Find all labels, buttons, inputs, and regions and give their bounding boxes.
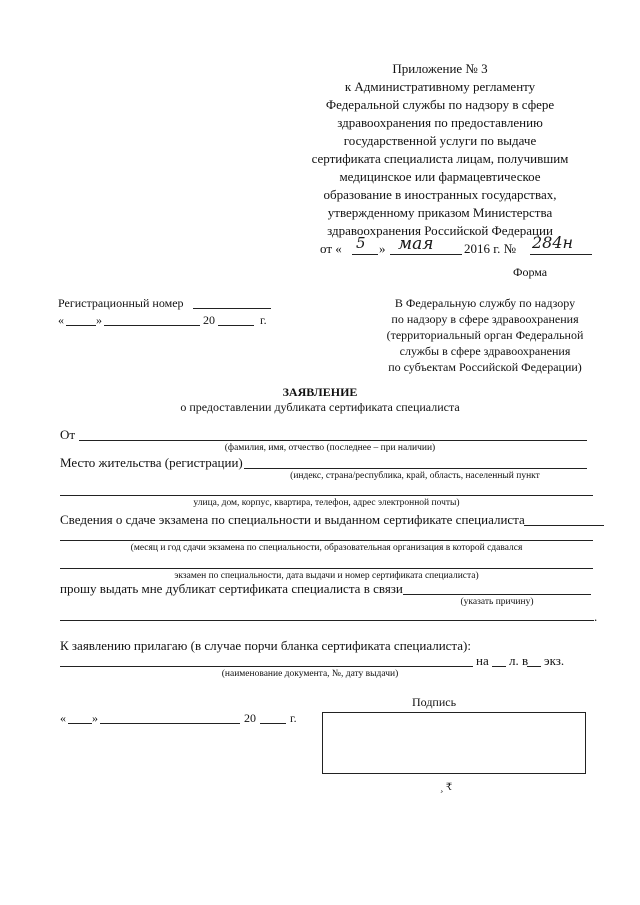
sig-year-prefix: 20 — [244, 711, 256, 725]
form-label: Форма — [513, 265, 548, 279]
residence-hint: (индекс, страна/республика, край, область, населенный пункт — [290, 471, 540, 481]
signature-box[interactable] — [322, 712, 586, 774]
date-mid: » — [379, 241, 386, 256]
attach-copies: экз. — [544, 653, 565, 668]
handwritten-month: мая — [398, 234, 434, 254]
addressee-line-3: (территориальный орган Федеральной — [386, 328, 584, 342]
reg-year-prefix: 20 — [203, 313, 215, 327]
exam-field-inline[interactable] — [524, 525, 604, 526]
appendix-line-1: Приложение № 3 — [392, 61, 488, 76]
reg-year-suffix: г. — [260, 313, 267, 327]
appendix-line-5: государственной услуги по выдаче — [343, 133, 537, 148]
residence-label: Место жительства (регистрации) — [60, 455, 243, 470]
reg-year-field[interactable] — [218, 325, 254, 326]
appendix-line-7: медицинское или фармацевтическое — [339, 169, 541, 184]
sig-date-close: » — [92, 711, 98, 725]
appendix-line-8: образование в иностранных государствах, — [323, 187, 557, 202]
appendix-line-10: здравоохранения Российской Федерации — [327, 223, 553, 238]
attach-copies-field[interactable] — [527, 666, 541, 667]
addressee-line-1: В Федеральную службу по надзору — [394, 296, 576, 310]
attach-doc-field[interactable] — [60, 666, 473, 667]
attach-sheets-field[interactable] — [492, 666, 506, 667]
attach-sheets: л. в — [509, 653, 529, 668]
exam-hint-1: (месяц и год сдачи экзамена по специальности, образовательная организация в которой сдавался — [130, 543, 523, 553]
footer-mark: ¸ ₹ — [440, 782, 453, 793]
exam-label: Сведения о сдаче экзамена по специальности и выданном сертификате специалиста — [60, 512, 525, 527]
reg-number-label: Регистрационный номер — [58, 296, 184, 310]
appendix-line-2: к Административному регламенту — [344, 79, 536, 94]
sig-month-field[interactable] — [100, 723, 240, 724]
document-subtitle: о предоставлении дубликата сертификата специалиста — [180, 400, 460, 414]
reg-day-field[interactable] — [66, 325, 96, 326]
sig-date-open: « — [60, 711, 66, 725]
reg-date-open: « — [58, 313, 64, 327]
attach-hint: (наименование документа, №, дату выдачи) — [221, 669, 399, 679]
address-hint: улица, дом, корпус, квартира, телефон, адрес электронной почты) — [193, 498, 460, 508]
sig-year-field[interactable] — [260, 723, 286, 724]
residence-field[interactable] — [244, 468, 587, 469]
reg-month-field[interactable] — [104, 325, 200, 326]
attach-label: К заявлению прилагаю (в случае порчи бланка сертификата специалиста): — [60, 638, 471, 653]
document-title: ЗАЯВЛЕНИЕ — [282, 385, 358, 399]
from-hint: (фамилия, имя, отчество (последнее – при наличии) — [224, 443, 436, 453]
reason-field-2[interactable] — [60, 620, 594, 621]
address-field[interactable] — [60, 495, 593, 496]
reg-date-close: » — [96, 313, 102, 327]
reason-field[interactable] — [403, 594, 591, 595]
exam-hint-2: экзамен по специальности, дата выдачи и номер сертификата специалиста) — [174, 571, 479, 581]
signature-label: Подпись — [412, 695, 457, 709]
reason-hint: (указать причину) — [460, 597, 534, 607]
date-prefix: от « — [320, 241, 342, 256]
request-label: прошу выдать мне дубликат сертификата специалиста в связи — [60, 581, 403, 596]
handwritten-order-number: 284н — [532, 233, 574, 252]
date-year: 2016 г. № — [464, 241, 517, 256]
addressee-line-4: службы в сфере здравоохранения — [399, 344, 571, 358]
appendix-line-9: утвержденному приказом Министерства — [327, 205, 553, 220]
reg-number-field[interactable] — [193, 308, 271, 309]
sig-day-field[interactable] — [68, 723, 92, 724]
appendix-line-3: Федеральной службы по надзору в сфере — [325, 97, 555, 112]
addressee-line-5: по субъектам Российской Федерации) — [388, 360, 582, 374]
attach-on: на — [476, 653, 489, 668]
exam-field-1[interactable] — [60, 540, 593, 541]
appendix-line-4: здравоохранения по предоставлению — [337, 115, 543, 130]
handwritten-day: 5 — [356, 234, 366, 252]
reason-period: . — [594, 609, 598, 624]
from-label: От — [60, 427, 76, 442]
exam-field-2[interactable] — [60, 568, 593, 569]
appendix-line-6: сертификата специалиста лицам, получившим — [311, 151, 569, 166]
addressee-line-2: по надзору в сфере здравоохранения — [391, 312, 579, 326]
sig-year-suffix: г. — [290, 711, 297, 725]
from-field[interactable] — [79, 440, 587, 441]
